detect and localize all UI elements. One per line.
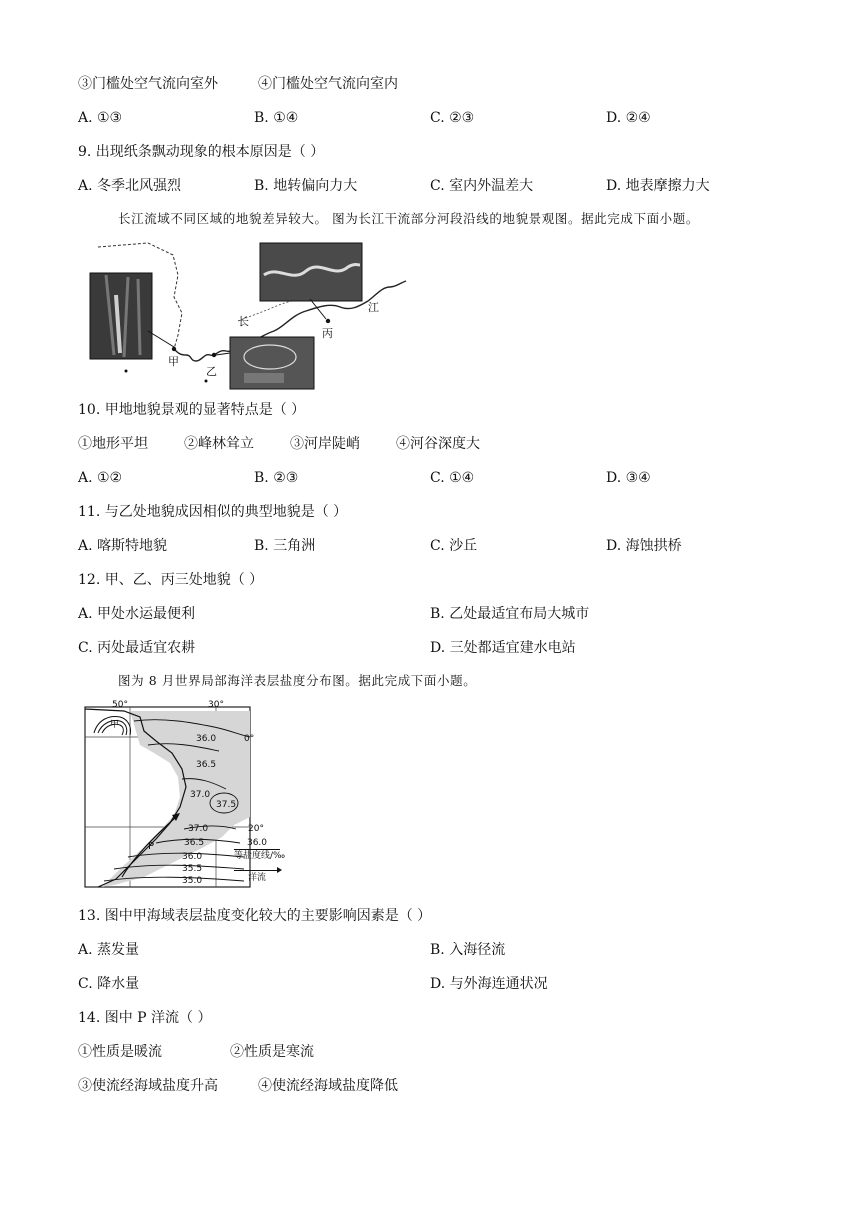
q8-choice-c: C. ②③ xyxy=(430,110,475,126)
salinity-map-figure xyxy=(84,697,286,889)
isohaline-365-south: 36.5 xyxy=(184,838,205,848)
legend-line-value: 36.0 xyxy=(234,838,280,850)
q10-item-2: ②峰林耸立 xyxy=(184,436,254,452)
q9-stem: 9. 出现纸条飘动现象的根本原因是（ ） xyxy=(78,144,325,160)
q12-choice-c: C. 丙处最适宜农耕 xyxy=(78,640,196,656)
q11-choice-b: B. 三角洲 xyxy=(254,538,316,554)
q10-choice-d: D. ③④ xyxy=(606,470,651,486)
q14-stem: 14. 图中 P 洋流（ ） xyxy=(78,1010,212,1026)
lat-20: 20° xyxy=(248,824,264,834)
q12-choice-d: D. 三处都适宜建水电站 xyxy=(430,640,576,656)
q11-choice-c: C. 沙丘 xyxy=(430,538,478,554)
q14-option-3: ③使流经海域盐度升高 xyxy=(78,1078,218,1094)
label-chang: 长 xyxy=(238,315,249,328)
lat-0: 0° xyxy=(244,734,255,744)
q8-option-4: ④门槛处空气流向室内 xyxy=(258,76,398,92)
legend-line-label: 等盐度线/‰ xyxy=(234,851,286,861)
q14-option-2: ②性质是寒流 xyxy=(230,1044,314,1060)
isohaline-350: 35.0 xyxy=(182,876,203,886)
isohaline-370-south: 37.0 xyxy=(188,824,209,834)
intro-yangtze: 长江流域不同区域的地貌差异较大。 图为长江干流部分河段沿线的地貌景观图。据此完成下面小题。 xyxy=(118,211,699,226)
q8-option-3: ③门槛处空气流向室外 xyxy=(78,76,218,92)
label-p-current: P xyxy=(148,841,155,852)
isohaline-365-north: 36.5 xyxy=(196,760,217,770)
q14-option-4: ④使流经海域盐度降低 xyxy=(258,1078,398,1094)
isohaline-355: 35.5 xyxy=(182,864,203,874)
q9-choice-b: B. 地转偏向力大 xyxy=(254,178,358,194)
q12-choice-a: A. 甲处水运最便利 xyxy=(78,606,196,622)
q10-choice-a: A. ①② xyxy=(78,470,123,486)
label-jia-sea: 甲 xyxy=(110,720,120,730)
q13-choice-a: A. 蒸发量 xyxy=(78,942,140,958)
q8-choice-d: D. ②④ xyxy=(606,110,651,126)
q13-choice-b: B. 入海径流 xyxy=(430,942,506,958)
label-yi: 乙 xyxy=(206,365,217,378)
q12-stem: 12. 甲、乙、丙三处地貌（ ） xyxy=(78,572,264,588)
q10-stem: 10. 甲地地貌景观的显著特点是（ ） xyxy=(78,402,306,418)
legend-arrow xyxy=(234,870,280,871)
q10-item-3: ③河岸陡峭 xyxy=(290,436,360,452)
yangtze-map xyxy=(78,235,418,393)
q8-choice-a: A. ①③ xyxy=(78,110,123,126)
q13-stem: 13. 图中甲海域表层盐度变化较大的主要影响因素是（ ） xyxy=(78,908,432,924)
isohaline-370-north: 37.0 xyxy=(190,790,211,800)
q11-choice-d: D. 海蚀拱桥 xyxy=(606,538,682,554)
q13-choice-c: C. 降水量 xyxy=(78,976,140,992)
label-jia: 甲 xyxy=(168,355,179,368)
q10-choice-b: B. ②③ xyxy=(254,470,299,486)
q9-choice-c: C. 室内外温差大 xyxy=(430,178,534,194)
legend-arrow-label: 洋流 xyxy=(247,873,266,883)
lon-30: 30° xyxy=(208,700,224,710)
label-jiang: 江 xyxy=(368,301,379,314)
q12-choice-b: B. 乙处最适宜布局大城市 xyxy=(430,606,590,622)
q14-option-1: ①性质是暖流 xyxy=(78,1044,162,1060)
lon-50: 50° xyxy=(112,700,128,710)
label-bing: 丙 xyxy=(322,327,333,340)
q10-item-1: ①地形平坦 xyxy=(78,436,148,452)
q11-choice-a: A. 喀斯特地貌 xyxy=(78,538,168,554)
q10-item-4: ④河谷深度大 xyxy=(396,436,480,452)
q8-choice-b: B. ①④ xyxy=(254,110,299,126)
isohaline-375: 37.5 xyxy=(216,800,237,810)
intro-salinity: 图为 8 月世界局部海洋表层盐度分布图。据此完成下面小题。 xyxy=(118,673,477,688)
salinity-legend xyxy=(234,838,286,884)
q10-choice-c: C. ①④ xyxy=(430,470,475,486)
isohaline-360-north: 36.0 xyxy=(196,734,217,744)
q13-choice-d: D. 与外海连通状况 xyxy=(430,976,548,992)
yangtze-landform-figure xyxy=(78,235,418,393)
isohaline-360-south: 36.0 xyxy=(182,852,203,862)
q11-stem: 11. 与乙处地貌成因相似的典型地貌是（ ） xyxy=(78,504,348,520)
q9-choice-d: D. 地表摩擦力大 xyxy=(606,178,710,194)
q9-choice-a: A. 冬季北风强烈 xyxy=(78,178,182,194)
